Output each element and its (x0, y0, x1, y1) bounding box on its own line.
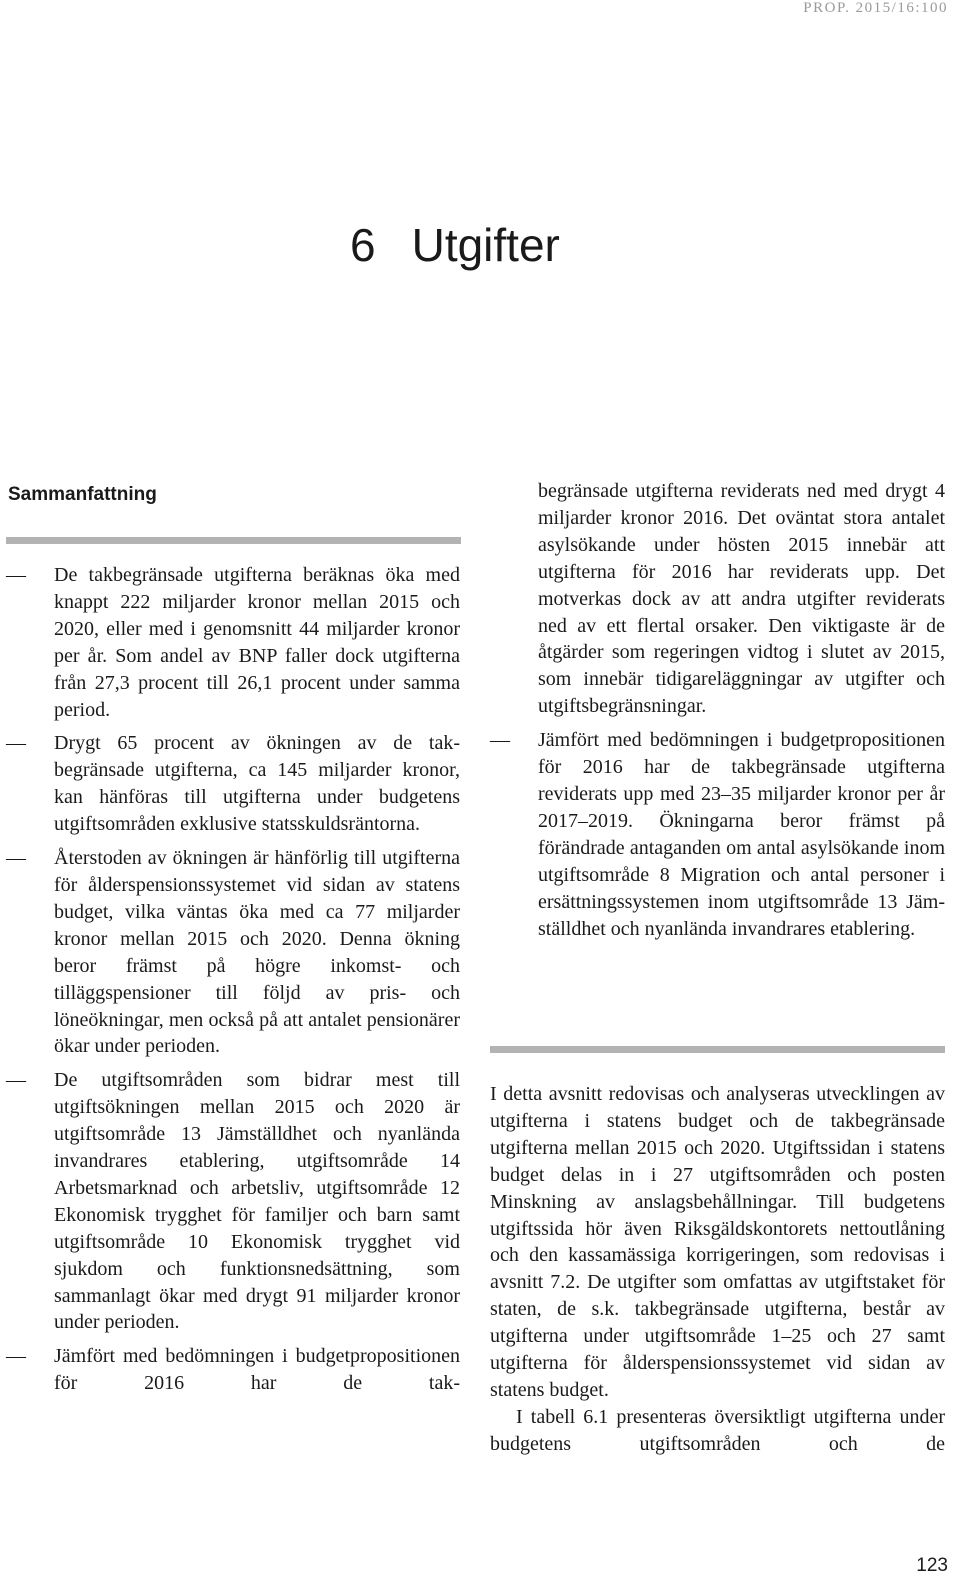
summary-bullet: — Jämfört med bedömningen i budgetpropositionen för 2016 har de tak- (6, 1343, 460, 1397)
chapter-title (350, 218, 560, 272)
summary-bottom-rule (490, 1046, 945, 1053)
summary-right-column (490, 478, 945, 949)
summary-left-column (6, 562, 460, 1404)
summary-bullet-continuation: begränsade utgifterna reviderats ned med drygt 4 miljarder kronor 2016. Det oväntat stora antalet asylsökande under hösten 2015 innebär att utgifterna för 2016 har reviderats upp. Det motverkas dock av att andra utgifter reviderats ned av ett flertal orsaker. Den viktigaste är de åtgärder som regeringen vidtog i slutet av 2015, som innebär tidigareläggningar av utgifter och utgiftsbegränsningar. (538, 480, 945, 718)
document-reference: PROP. 2015/16:100 (803, 0, 948, 16)
chapter-number: 6 (350, 219, 376, 271)
body-paragraph: I detta avsnitt redovisas och analyseras utvecklingen av utgifterna i statens budget och de takbegränsade utgifterna mellan 2015 och 2020. Utgiftssidan i statens budget delas in i 27 utgiftsområden och posten Minskning av anslagsbehållningar. Till budgetens utgiftssida hör även Riksgäldskontorets nettoutlåning och den kassamässiga korrigeringen, som redovisas i avsnitt 7.2. De utgifter som omfattas av utgiftstaket för staten, de s.k. takbegränsade utgifterna, består av utgifterna under utgiftsområde 1–25 och 27 samt utgifterna för ålderspensionssystemet vid sidan av statens budget. (490, 1083, 945, 1401)
summary-bullet-list (6, 562, 460, 1397)
summary-heading: Sammanfattning (8, 484, 157, 505)
summary-bullet: — De takbegränsade utgifterna beräknas öka med knappt 222 miljarder kronor mellan 2015 och 2020, eller med i genomsnitt 44 miljarder kronor per år. Som andel av BNP faller dock utgifterna från 27,3 procent till 26,1 procent under samma period. (6, 562, 460, 723)
summary-bullet: — Återstoden av ökningen är hänförlig till utgifterna för ålderspensionssystemet vid sidan av statens budget, vilka väntas öka med ca 77 miljarder kronor mellan 2015 och 2020. Denna ökning beror främst på högre inkomst- och tilläggspensioner till följd av pris- och löneökningar, men också på att antalet pensionärer ökar under perioden. (6, 845, 460, 1060)
summary-bullet: — De utgiftsområden som bidrar mest till utgiftsökningen mellan 2015 och 2020 är utgiftsområde 13 Jämställdhet och nyanlända invandrares etablering, utgiftsområde 14 Arbetsmarknad och arbetsliv, utgiftsområde 12 Ekonomisk trygghet för familjer och barn samt utgiftsområde 10 Ekonomisk trygghet vid sjukdom och funktionsnedsättning, som sammanlagt ökar med drygt 91 miljarder kronor under perioden. (6, 1067, 460, 1336)
summary-bullet-list-right (490, 727, 945, 942)
body-paragraph: I tabell 6.1 presenteras översiktligt utgifterna under budgetens utgiftsområden och de (490, 1405, 945, 1455)
summary-bullet: — Jämfört med bedömningen i budgetpropositionen för 2016 har de takbegränsade utgifterna reviderats upp med 23–35 miljarder kronor per år 2017–2019. Ökningarna beror främst på förändrade antaganden om antal asylsökande inom utgiftsområde 8 Migration och antal personer i ersättningssystemen inom utgiftsområde 13 Jämställdhet och nyanlända invandrares etablering. (490, 727, 945, 942)
summary-top-rule (6, 537, 461, 544)
body-text (490, 1081, 945, 1458)
chapter-title-text: Utgifter (411, 219, 560, 271)
summary-bullet: — Drygt 65 procent av ökningen av de takbegränsade utgifterna, ca 145 miljarder kronor, kan hänföras till utgifterna under budgetens utgiftsområden exklusive statsskuldsräntorna. (6, 730, 460, 838)
page-number: 123 (916, 1555, 948, 1576)
